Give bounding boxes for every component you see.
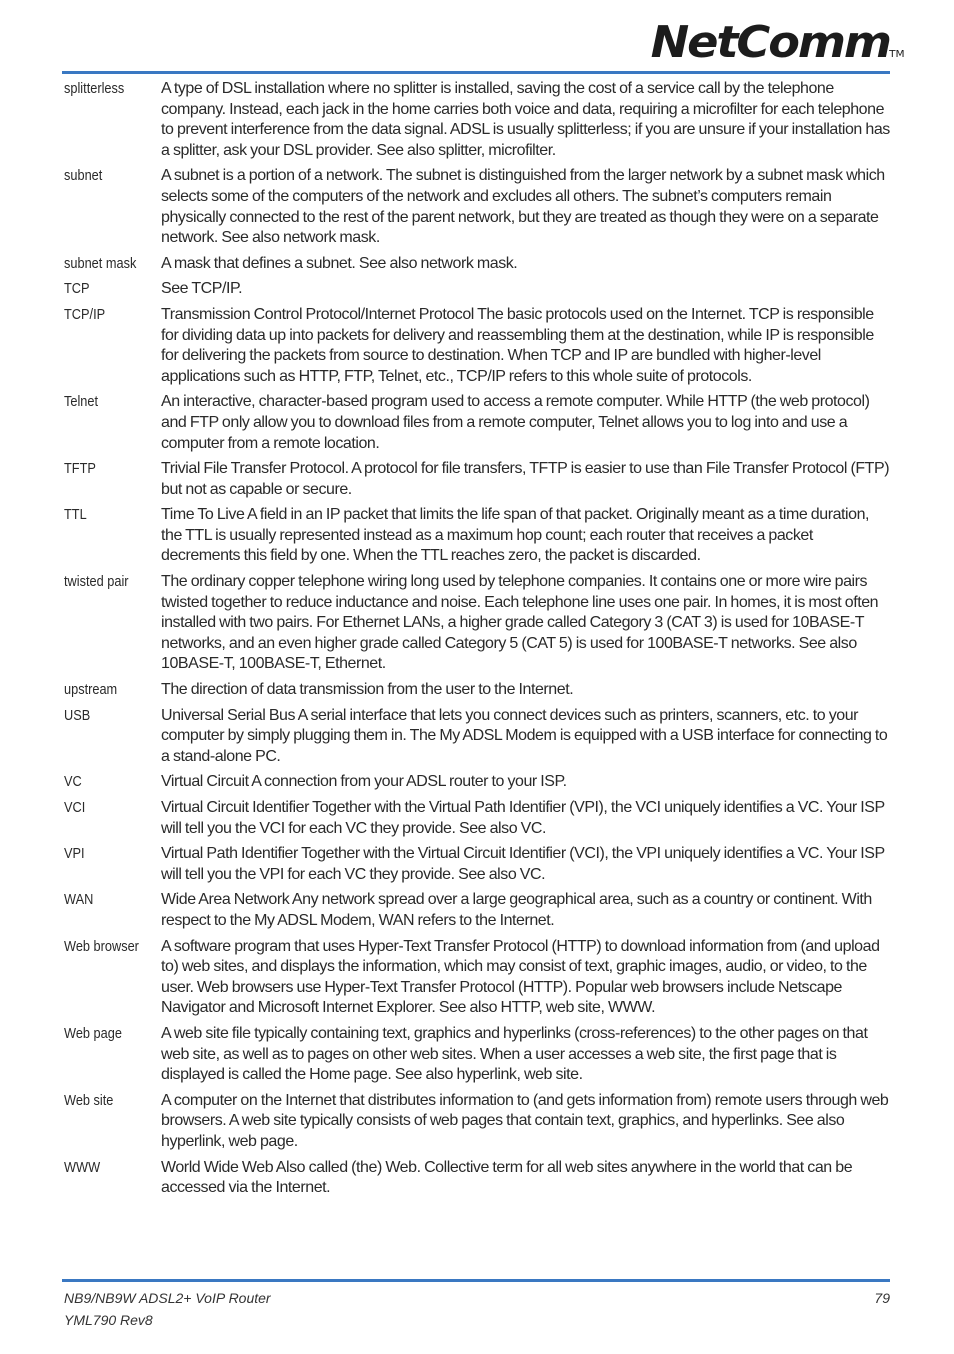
- glossary-term: subnet mask: [64, 255, 137, 272]
- glossary-term: TCP: [64, 281, 90, 298]
- glossary-entry: [64, 505, 891, 567]
- glossary-term: twisted pair: [64, 574, 129, 591]
- glossary-entry: [64, 890, 891, 931]
- glossary-term: VC: [64, 774, 82, 791]
- glossary-definition: Transmission Control Protocol/Internet Protocol The basic protocols used on the Internet. TCP is responsible for dividing data up into packets for delivery and reassembling them at the destination, while IP is responsible for delivering the packets from source to destination. When TCP and IP are bundled with higher-level applications such as HTTP, FTP, Telnet, etc., TCP/IP refers to this whole suite of protocols.: [161, 305, 874, 385]
- glossary-definition: See TCP/IP.: [161, 280, 243, 298]
- glossary-term: TTL: [64, 507, 87, 524]
- glossary-term: Telnet: [64, 394, 99, 411]
- glossary-term: splitterless: [64, 81, 125, 97]
- glossary-entry: [64, 166, 891, 248]
- glossary-entry: [64, 254, 891, 275]
- netcomm-logo: [650, 17, 905, 68]
- glossary-entry: [64, 392, 891, 454]
- glossary-entry: [64, 798, 891, 839]
- glossary-entry: [64, 937, 891, 1019]
- glossary-term: upstream: [64, 682, 118, 699]
- glossary-term: Web browser: [64, 938, 139, 955]
- glossary-definition: A mask that defines a subnet. See also network mask.: [161, 254, 518, 272]
- glossary-definition: A software program that uses Hyper-Text Transfer Protocol (HTTP) to download information from (and upload to) web sites, and displays the information, which may consist of text, graphic images, audio, or video, to the user. Web browsers use Hyper-Text Transfer Protocol (HTTP). Popular web browsers include Netscape Navigator and Microsoft Internet Explorer. See also HTTP, web site, WWW.: [161, 937, 880, 1017]
- glossary-term: USB: [64, 707, 91, 724]
- glossary-definition: Time To Live A field in an IP packet that limits the life span of that packet. Originally meant as a time duration, the TTL is usually represented instead as a maximum hop count; each router that receives a packet decrements this field by one. When the TTL reaches zero, the packet is discarded.: [161, 506, 870, 565]
- header-rule: [62, 71, 890, 74]
- glossary-term: Web site: [64, 1092, 114, 1109]
- glossary-definition: Wide Area Network Any network spread over a large geographical area, such as a country or continent. With respect to the My ADSL Modem, WAN refers to the Internet.: [161, 891, 872, 929]
- glossary-definition: Virtual Path Identifier Together with the Virtual Circuit Identifier (VCI), the VPI uniquely identifies a VC. Your ISP will tell you the VPI for each VC they provide. See also VC.: [161, 845, 885, 883]
- footer-rule: [62, 1279, 890, 1282]
- glossary-definition: Virtual Circuit A connection from your ADSL router to your ISP.: [161, 773, 567, 791]
- glossary-entry: [64, 1091, 891, 1153]
- glossary-entry: [64, 772, 891, 793]
- glossary-definition: World Wide Web Also called (the) Web. Collective term for all web sites anywhere in the world that can be accessed via the Internet.: [161, 1158, 853, 1197]
- glossary-definition: A type of DSL installation where no splitter is installed, saving the cost of a service call by the telephone company. Instead, each jack in the home carries both voice and data, requiring a microfilter for each telephone to prevent interference from the data signal. ADSL is usually splitterless; if you are unsure if your installation has a splitter, ask your DSL provider. See also splitter, microfilter.: [161, 80, 890, 159]
- glossary-list: [64, 79, 891, 1204]
- glossary-definition: Trivial File Transfer Protocol. A protocol for file transfers, TFTP is easier to use than File Transfer Protocol (FTP) but not as capable or secure.: [161, 460, 890, 498]
- glossary-entry: [64, 706, 891, 768]
- glossary-term: subnet: [64, 168, 103, 185]
- glossary-entry: [64, 305, 891, 387]
- glossary-term: WWW: [64, 1159, 101, 1176]
- brand-name: NetComm: [650, 17, 890, 68]
- glossary-entry: [64, 572, 891, 675]
- glossary-definition: A subnet is a portion of a network. The subnet is distinguished from the larger network by a subnet mask which selects some of the computers of the network and excludes all others. The subnet’s computers remain physically connected to the rest of the parent network, but they are treated as though they were on a separate network. See also network mask.: [161, 167, 885, 247]
- glossary-entry: [64, 844, 891, 885]
- glossary-term: Web page: [64, 1025, 122, 1042]
- footer-product: NB9/NB9W ADSL2+ VoIP Router: [64, 1290, 271, 1306]
- glossary-entry: [64, 279, 891, 300]
- glossary-definition: A web site file typically containing text, graphics and hyperlinks (cross-references) to the other pages on that web site, as well as to pages on other web sites. When a user accesses a web site, the first page that is displayed is called the Home page. See also hyperlink, web site.: [161, 1024, 868, 1084]
- trademark-mark: TM: [889, 49, 905, 60]
- glossary-entry: [64, 79, 891, 161]
- glossary-definition: Universal Serial Bus A serial interface that lets you connect devices such as printers, scanners, etc. to your computer by simply plugging them in. The My ADSL Modem is equipped with a USB interface for connecting to a stand-alone PC.: [161, 706, 888, 765]
- glossary-entry: [64, 1158, 891, 1199]
- glossary-term: WAN: [64, 892, 94, 909]
- glossary-entry: [64, 1024, 891, 1086]
- glossary-definition: The direction of data transmission from the user to the Internet.: [161, 681, 574, 699]
- glossary-term: TCP/IP: [64, 306, 106, 323]
- glossary-entry: [64, 459, 891, 500]
- glossary-definition: An interactive, character-based program used to access a remote computer. While HTTP (the web protocol) and FTP only allow you to download files from a remote computer, Telnet allows you to log into and use a computer from a remote location.: [161, 393, 870, 452]
- glossary-term: VPI: [64, 846, 85, 863]
- glossary-definition: Virtual Circuit Identifier Together with the Virtual Path Identifier (VPI), the VCI uniquely identifies a VC. Your ISP will tell you the VCI for each VC they provide. See also VC.: [161, 799, 885, 837]
- footer-revision: YML790 Rev8: [64, 1312, 153, 1328]
- glossary-term: VCI: [64, 800, 86, 816]
- glossary-entry: [64, 680, 891, 701]
- footer-left: [64, 1287, 271, 1331]
- glossary-definition: The ordinary copper telephone wiring long used by telephone companies. It contains one or more wire pairs twisted together to reduce inductance and noise. Each telephone line uses one pair. In homes, it is most often installed with two pairs. For Ethernet LANs, a higher grade called Category 3 (CAT 3) is used for 10BASE-T networks, and an even higher grade called Category 5 (CAT 5) is used for 100BASE-T networks. See also 10BASE-T, 100BASE-T, Ethernet.: [161, 573, 879, 673]
- glossary-definition: A computer on the Internet that distributes information to (and gets information from) remote users through web browsers. A web site typically consists of web pages that contain text, graphics, and hyperlinks. See also hyperlink, web page.: [161, 1091, 889, 1150]
- page-number: 79: [874, 1290, 890, 1306]
- glossary-term: TFTP: [64, 461, 96, 478]
